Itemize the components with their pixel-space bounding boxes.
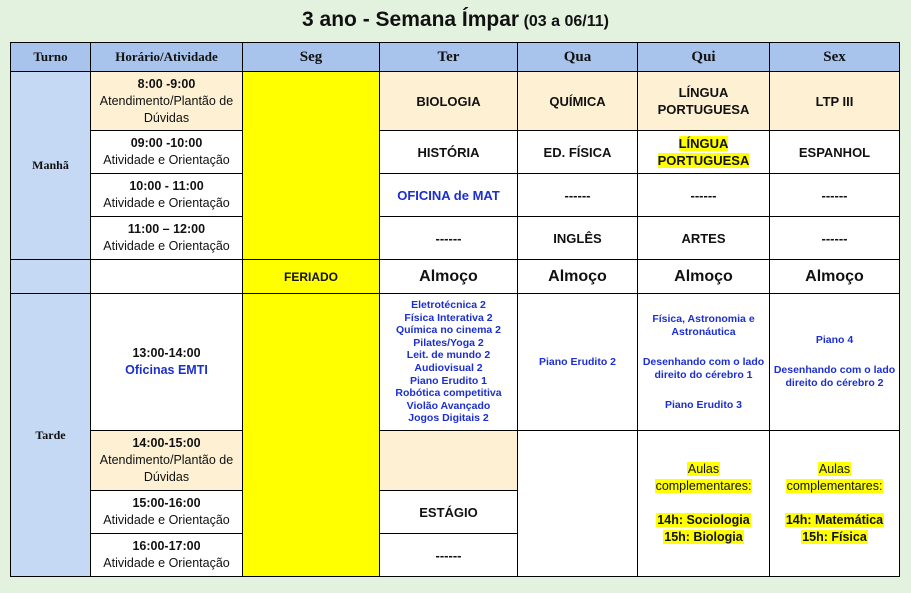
activity-label: Atividade e Orientação — [103, 513, 230, 527]
table-row — [11, 294, 900, 431]
schedule-table — [10, 42, 900, 577]
title-main: 3 ano - Semana Ímpar — [302, 8, 520, 31]
table-row — [11, 131, 900, 174]
comp-line: 14h: Matemática — [785, 513, 884, 527]
time-cell — [91, 431, 243, 491]
table-row — [11, 72, 900, 131]
time-cell — [91, 174, 243, 217]
table-row — [11, 174, 900, 217]
time-cell — [91, 491, 243, 534]
sex-cell: ------ — [770, 217, 900, 260]
qua-empty-cell — [518, 431, 638, 577]
sex-cell: ------ — [770, 174, 900, 217]
comp-line: 14h: Sociologia — [657, 513, 750, 527]
sex-lunch-cell: Almoço — [770, 260, 900, 294]
time-cell — [91, 72, 243, 131]
time-cell — [91, 217, 243, 260]
qui-complementares-cell — [638, 431, 770, 577]
activity-label: Atividade e Orientação — [103, 153, 230, 167]
time-label: 14:00-15:00 — [132, 436, 201, 450]
oficina-item: Desenhando com o lado direito do cérebro 2 — [773, 364, 896, 389]
comp-line: 15h: Física — [802, 530, 867, 544]
activity-label: Atividade e Orientação — [103, 196, 230, 210]
qua-oficinas-cell: Piano Erudito 2 — [518, 294, 638, 431]
header-horario: Horário/Atividade — [91, 43, 243, 72]
oficina-item: Física Interativa 2 — [404, 311, 493, 324]
activity-label: Oficinas EMTI — [125, 363, 208, 377]
ter-cell: ESTÁGIO — [380, 491, 518, 534]
ter-cell: BIOLOGIA — [380, 72, 518, 131]
ter-cell: OFICINA de MAT — [380, 174, 518, 217]
seg-morning-cell — [243, 72, 380, 260]
activity-label: Atendimento/Plantão de Dúvidas — [99, 453, 234, 484]
header-ter: Ter — [380, 43, 518, 72]
oficina-item: Pilates/Yoga 2 — [413, 336, 484, 349]
header-seg: Seg — [243, 43, 380, 72]
table-row — [11, 431, 900, 491]
qua-cell: ED. FÍSICA — [518, 131, 638, 174]
ter-cell: ------ — [380, 217, 518, 260]
oficina-item: Física, Astronomia e Astronáutica — [652, 312, 755, 338]
turno-manha: Manhã — [11, 72, 91, 260]
oficina-item: Audiovisual 2 — [414, 362, 483, 374]
time-cell — [91, 131, 243, 174]
qua-cell: ------ — [518, 174, 638, 217]
turno-tarde: Tarde — [11, 294, 91, 577]
qua-cell: INGLÊS — [518, 217, 638, 260]
oficina-item: Jogos Digitais 2 — [408, 412, 489, 425]
time-label: 11:00 – 12:00 — [127, 222, 206, 236]
header-sex: Sex — [770, 43, 900, 72]
oficina-item: Piano 4 — [815, 334, 854, 346]
qua-cell: QUÍMICA — [518, 72, 638, 131]
sex-oficinas-cell — [770, 294, 900, 431]
qui-cell: ------ — [638, 174, 770, 217]
sex-cell: LTP III — [770, 72, 900, 131]
activity-label: Atendimento/Plantão de Dúvidas — [99, 93, 234, 125]
seg-feriado-cell: FERIADO — [243, 260, 380, 294]
time-label: 09:00 -10:00 — [130, 136, 203, 150]
time-label: 16:00-17:00 — [132, 539, 201, 553]
time-cell — [91, 294, 243, 431]
oficina-item: Piano Erudito 3 — [664, 398, 742, 411]
title-dates: (03 a 06/11) — [523, 13, 609, 30]
header-turno: Turno — [11, 43, 91, 72]
table-row — [11, 217, 900, 260]
oficina-item: Eletrotécnica 2 — [411, 299, 486, 312]
ter-lunch-cell: Almoço — [380, 260, 518, 294]
qua-lunch-cell: Almoço — [518, 260, 638, 294]
ter-cell: HISTÓRIA — [380, 131, 518, 174]
oficina-item: Química no cinema 2 — [395, 324, 502, 337]
qui-cell: LÍNGUA PORTUGUESA — [638, 72, 770, 131]
page-title — [0, 8, 911, 32]
header-qua: Qua — [518, 43, 638, 72]
activity-label: Atividade e Orientação — [103, 556, 230, 570]
seg-afternoon-cell — [243, 294, 380, 577]
oficina-item: Leit. de mundo 2 — [406, 349, 491, 362]
comp-line: 15h: Biologia — [664, 530, 743, 544]
qui-lunch-cell: Almoço — [638, 260, 770, 294]
header-row — [11, 43, 900, 72]
time-label: 10:00 - 11:00 — [129, 179, 204, 193]
time-label: 13:00-14:00 — [132, 346, 201, 360]
sex-cell: ESPANHOL — [770, 131, 900, 174]
comp-line: complementares: — [655, 479, 752, 493]
oficina-item: Violão Avançado — [406, 399, 491, 412]
oficina-item: Desenhando com o lado direito do cérebro 1 — [642, 355, 765, 381]
activity-label: Atividade e Orientação — [103, 239, 230, 253]
ter-cell: ------ — [380, 534, 518, 577]
sex-complementares-cell — [770, 431, 900, 577]
turno-empty — [11, 260, 91, 294]
time-cell-empty — [91, 260, 243, 294]
qui-cell: ARTES — [638, 217, 770, 260]
time-label: 15:00-16:00 — [132, 496, 201, 510]
comp-line: Aulas — [818, 462, 851, 476]
highlighted-subject: LÍNGUA PORTUGUESA — [657, 136, 750, 168]
time-cell — [91, 534, 243, 577]
lunch-row — [11, 260, 900, 294]
ter-oficinas-cell — [380, 294, 518, 431]
qui-oficinas-cell — [638, 294, 770, 431]
qui-cell — [638, 131, 770, 174]
comp-line: complementares: — [786, 479, 883, 493]
oficina-item: Robótica competitiva — [395, 387, 502, 400]
ter-cell — [380, 431, 518, 491]
oficina-item: Piano Erudito 1 — [409, 374, 487, 387]
comp-line: Aulas — [687, 462, 720, 476]
time-label: 8:00 -9:00 — [137, 76, 196, 91]
header-qui: Qui — [638, 43, 770, 72]
